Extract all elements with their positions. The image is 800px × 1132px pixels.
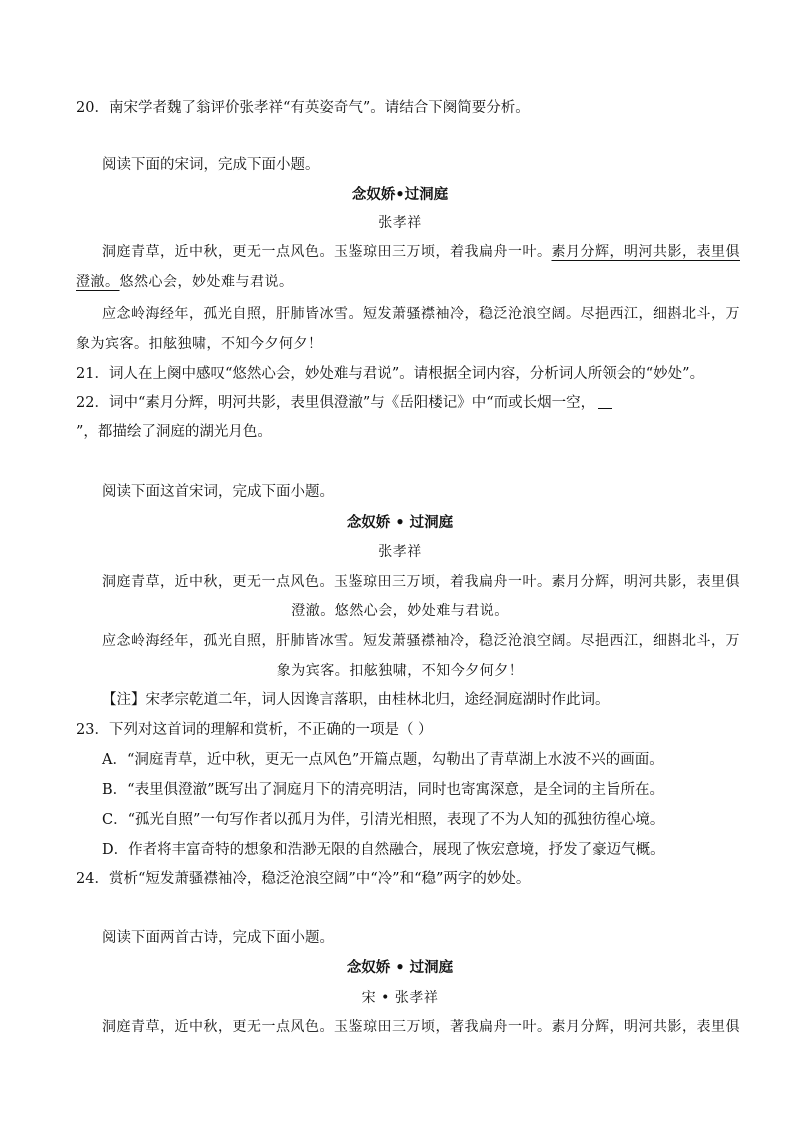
section-1-poem-line-4: 象为宾客。扣舷独啸，不知今夕何夕！ (76, 336, 323, 352)
question-21: 21．词人在上阕中感叹“悠然心会，妙处难与君说”。请根据全词内容，分析词人所领会的“妙处”。 (76, 366, 705, 382)
section-2-poem-line-1: 洞庭青草，近中秋，更无一点风色。玉鉴琼田三万顷，着我扁舟一叶。素月分辉，明河共影，表里俱 (102, 574, 740, 590)
question-24: 24．赏析“短发萧骚襟袖冷，稳泛沧浪空阔”中“冷”和“稳”两字的妙处。 (76, 871, 531, 887)
question-20: 20．南宋学者魏了翁评价张孝祥“有英姿奇气”。请结合下阕简要分析。 (76, 100, 530, 116)
section-3-poem-line-1: 洞庭青草，近中秋，更无一点风色。玉鉴琼田三万顷，著我扁舟一叶。素月分辉，明河共影，表里俱 (102, 1019, 740, 1035)
answer-blank[interactable] (598, 394, 612, 409)
option-d[interactable]: D．作者将丰富奇特的想象和浩渺无限的自然融合，展现了恢宏意境，抒发了豪迈气概。 (102, 842, 665, 858)
question-23: 23．下列对这首词的理解和赏析，不正确的一项是（ ） (76, 722, 433, 738)
section-1-poem-line-1 (102, 242, 740, 262)
underlined-poem-text: 素月分辉，明河共影，表里俱 (551, 244, 740, 260)
section-1-poem-author: 张孝祥 (378, 215, 422, 231)
question-22-line-1 (76, 393, 612, 413)
section-2-poem-line-3: 应念岭海经年，孤光自照，肝肺皆冰雪。短发萧骚襟袖冷，稳泛沧浪空阔。尽挹西江，细斟北斗，万 (102, 633, 740, 649)
poem-text: 洞庭青草，近中秋，更无一点风色。玉鉴琼田三万顷，着我扁舟一叶。 (102, 244, 552, 260)
option-a[interactable]: A．“洞庭青草，近中秋，更无一点风色”开篇点题，勾勒出了青草湖上水波不兴的画面。 (102, 752, 664, 768)
section-2-intro: 阅读下面这首宋词，完成下面小题。 (102, 484, 334, 500)
section-3-intro: 阅读下面两首古诗，完成下面小题。 (102, 930, 334, 946)
option-c[interactable]: C．“孤光自照”一句写作者以孤月为伴，引清光相照，表现了不为人知的孤独彷徨心境。 (102, 812, 665, 828)
section-3-poem-title: 念奴娇 • 过洞庭 (346, 959, 454, 976)
section-1-poem-title: 念奴娇•过洞庭 (351, 186, 449, 203)
section-2-poem-author: 张孝祥 (378, 544, 422, 560)
question-22-text: 22．词中“素月分辉，明河共影，表里俱澄澈”与《岳阳楼记》中“而或长烟一空， (76, 395, 596, 411)
question-22-line-2: ”，都描绘了洞庭的湖光月色。 (76, 424, 272, 440)
section-2-note: 【注】宋孝宗乾道二年，词人因谗言落职，由桂林北归，途经洞庭湖时作此词。 (102, 692, 610, 708)
section-2-poem-title: 念奴娇 • 过洞庭 (346, 514, 454, 531)
poem-text: 悠然心会，妙处难与君说。 (119, 274, 294, 290)
section-1-intro: 阅读下面的宋词，完成下面小题。 (102, 157, 320, 173)
section-1-poem-line-2 (76, 272, 294, 292)
section-1-poem-line-3: 应念岭海经年，孤光自照，肝肺皆冰雪。短发萧骚襟袖冷，稳泛沧浪空阔。尽挹西江，细斟北斗，万 (102, 306, 740, 322)
section-2-poem-line-2: 澄澈。悠然心会，妙处难与君说。 (291, 603, 509, 619)
underlined-poem-text: 澄澈。 (76, 274, 120, 290)
section-3-poem-author: 宋 • 张孝祥 (361, 990, 439, 1006)
option-b[interactable]: B．“表里俱澄澈”既写出了洞庭月下的清亮明洁，同时也寄寓深意，是全词的主旨所在。 (102, 782, 664, 798)
section-2-poem-line-4: 象为宾客。扣舷独啸，不知今夕何夕！ (276, 663, 524, 679)
